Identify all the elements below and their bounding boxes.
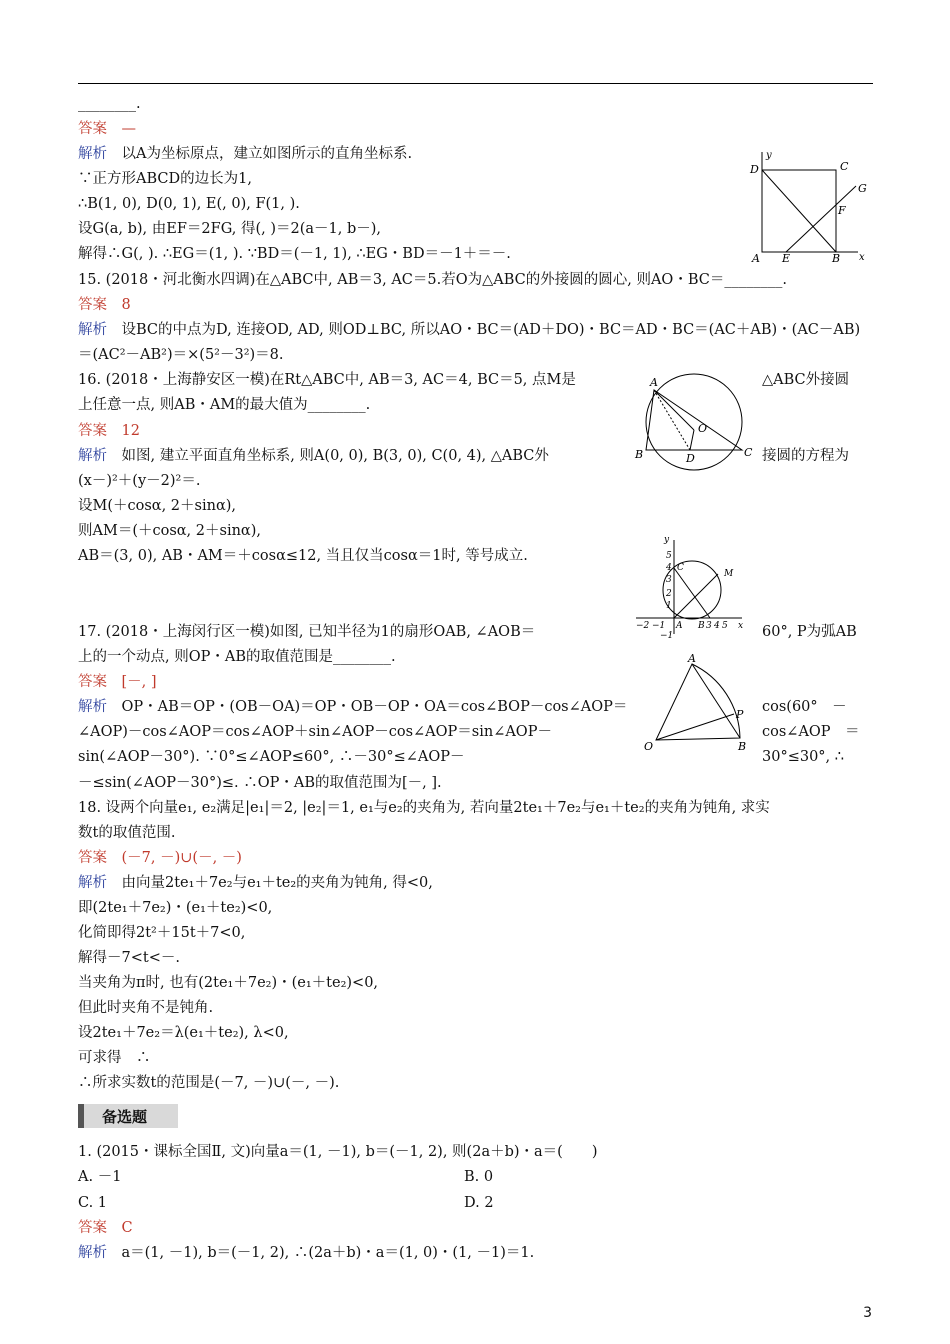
square-figure [738, 148, 868, 263]
text-line: ∠AOP)－cos∠AOP＝cos∠AOP＋sin∠AOP－cos∠AOP＝sin∠AOP－ [78, 724, 552, 740]
fig1-label: D [750, 163, 759, 176]
text-line: 解得－7<t<－. [78, 950, 180, 966]
fig3-label: −2 [636, 621, 650, 631]
fig3-label: 4 [714, 621, 720, 631]
side-text: 30°≤30°, ∴ [762, 749, 844, 765]
analysis-line: 解析 a＝(1, －1), b＝(－1, 2), ∴(2a＋b)・a＝(1, 0)・(1, －1)＝1. [78, 1245, 535, 1261]
text-line: －≤sin(∠AOP－30°)≤. ∴OP・AB的取值范围为[－, ]. [78, 775, 442, 791]
side-text: cos∠AOP ＝ [762, 724, 860, 740]
circumcircle-figure [634, 370, 754, 480]
text-line: 当夹角为π时, 也有(2te₁＋7e₂)・(e₁＋te₂)<0, [78, 975, 379, 991]
question-1: 1. (2015・课标全国Ⅱ, 文)向量a＝(1, －1), b＝(－1, 2), 则(2a＋b)・a＝( ) [78, 1144, 598, 1160]
analysis-line: 解析 如图, 建立平面直角坐标系, 则A(0, 0), B(3, 0), C(0, 4), △ABC外 [78, 448, 549, 464]
text-line: 则AM＝(＋cosα, 2＋sinα), [78, 523, 261, 539]
fig3-label: 4 [666, 563, 672, 573]
text-line: ＝(AC²－AB²)＝×(5²－3²)＝8. [78, 347, 284, 363]
fig1-label: y [766, 150, 772, 161]
fig2-label: D [686, 452, 695, 465]
question-15: 15. (2018・河北衡水四调)在△ABC中, AB＝3, AC＝5.若O为△ABC的外接圆的圆心, 则AO・BC＝________. [78, 272, 787, 288]
analysis-line: 解析 由向量2te₁＋7e₂与e₁＋te₂的夹角为钝角, 得<0, [78, 875, 433, 891]
fig3-label: 3 [706, 621, 712, 631]
text-line: 设G(a, b), 由EF＝2FG, 得(, )＝2(a－1, b－), [78, 221, 382, 237]
fig2-label: A [650, 376, 658, 389]
side-text: 接圆的方程为 [762, 448, 849, 464]
section-title: 备选题 [102, 1108, 148, 1126]
sector-figure [640, 652, 758, 756]
analysis-line: 解析 OP・AB＝OP・(OB－OA)＝OP・OB－OP・OA＝cos∠BOP－cos∠AOP＝ [78, 699, 628, 715]
text-line: ∴所求实数t的范围是(－7, －)∪(－, －). [78, 1075, 340, 1091]
option-d: D. 2 [464, 1195, 494, 1211]
fig4-label: O [644, 740, 654, 753]
analysis-label: 解析 [78, 1245, 107, 1261]
triangle-abc [646, 390, 742, 450]
segment-eg [786, 186, 856, 252]
fig1-label: E [782, 252, 791, 263]
question-17: 17. (2018・上海闵行区一模)如图, 已知半径为1的扇形OAB, ∠AOB＝ [78, 624, 536, 640]
answer-line [78, 119, 136, 139]
answer-line: 答案 [－, ] [78, 674, 157, 690]
analysis-line: 解析 设BC的中点为D, 连接OD, AD, 则OD⊥BC, 所以AO・BC＝(AD＋DO)・BC＝AD・BC＝(AC＋AB)・(AC－AB) [78, 322, 861, 338]
fig3-label: 1 [666, 601, 672, 611]
analysis-label: 解析 [78, 146, 107, 162]
side-text: △ABC外接圆 [762, 372, 850, 388]
header-rule [78, 83, 873, 84]
text-line: sin(∠AOP－30°). ∵0°≤∠AOP≤60°, ∴－30°≤∠AOP－ [78, 749, 465, 765]
question-16: 16. (2018・上海静安区一模)在Rt△ABC中, AB＝3, AC＝4, BC＝5, 点M是 [78, 372, 576, 388]
side-text: 60°, P为弧AB [762, 624, 857, 640]
answer-label: 答案 — [78, 121, 136, 137]
fig4-label: B [738, 740, 747, 753]
fig2-label: C [744, 446, 753, 459]
fig1-label: B [832, 252, 841, 263]
fig4-label: P [736, 708, 744, 721]
fig1-label: C [840, 160, 849, 173]
section-banner [78, 1104, 178, 1128]
analysis-label: 解析 [78, 448, 107, 464]
text-line: 但此时夹角不是钝角. [78, 1000, 214, 1016]
answer-line: 答案 C [78, 1220, 133, 1236]
text-line: 可求得 ∴ [78, 1050, 151, 1066]
segment-cb [674, 568, 710, 618]
fig2-label: O [698, 422, 708, 435]
text-line: 化简即得2t²＋15t＋7<0, [78, 925, 246, 941]
analysis-line: 解析 以A为坐标原点，建立如图所示的直角坐标系. [78, 146, 413, 162]
text-line: ________. [78, 96, 141, 112]
text-line: 数t的取值范围. [78, 825, 176, 841]
option-b: B. 0 [464, 1169, 494, 1185]
segment-ao [654, 390, 694, 430]
analysis-label: 解析 [78, 322, 107, 338]
text-line: 即(2te₁＋7e₂)・(e₁＋te₂)<0, [78, 900, 273, 916]
fig3-label: 3 [666, 575, 672, 585]
text-line: (x－)²＋(y－2)²＝. [78, 473, 201, 489]
fig1-label: A [752, 252, 760, 263]
fig3-label: −1 [652, 621, 666, 631]
text-line: 设M(＋cosα, 2＋sinα), [78, 498, 237, 514]
fig3-label: y [664, 535, 670, 545]
fig1-label: F [838, 204, 846, 217]
option-a: A. －1 [78, 1169, 122, 1185]
fig3-label: C [677, 563, 684, 573]
analysis-label: 解析 [78, 875, 107, 891]
answer-line: 答案 (－7, －)∪(－, －) [78, 850, 242, 866]
text-line: 设2te₁＋7e₂＝λ(e₁＋te₂), λ<0, [78, 1025, 289, 1041]
text-line: AB＝(3, 0), AB・AM＝＋cosα≤12, 当且仅当cosα＝1时, 等号成立. [78, 548, 528, 564]
fig3-label: x [738, 621, 744, 631]
sector-oab [656, 664, 740, 740]
text-line: ∵正方形ABCD的边长为1, [78, 171, 252, 187]
answer-line: 答案 12 [78, 423, 140, 439]
fig3-label: M [724, 569, 734, 579]
text-line: 上的一个动点, 则OP・AB的取值范围是________. [78, 649, 396, 665]
fig3-label: −1 [660, 631, 674, 640]
analysis-label: 解析 [78, 699, 107, 715]
text-line: 解得∴G(, ). ∴EG＝(1, ). ∵BD＝(－1, 1), ∴EG・BD＝－1＋＝－. [78, 246, 511, 262]
segment-ab [692, 664, 740, 738]
page-number: 3 [863, 1305, 872, 1321]
fig3-label: 5 [722, 621, 728, 631]
option-c: C. 1 [78, 1195, 108, 1211]
fig3-label: 5 [666, 551, 672, 561]
coordinate-circle-figure [630, 530, 750, 640]
side-text: cos(60° － [762, 699, 847, 715]
fig2-label: B [635, 448, 644, 461]
fig3-label: 2 [666, 589, 672, 599]
segment-op [656, 714, 734, 740]
fig3-label: B [698, 621, 705, 631]
text-line: 上任意一点, 则AB・AM的最大值为________. [78, 397, 371, 413]
fig1-label: x [859, 252, 865, 263]
fig3-label: A [676, 621, 683, 631]
answer-line: 答案 8 [78, 297, 131, 313]
text-line: ∴B(1, 0), D(0, 1), E(, 0), F(1, ). [78, 196, 300, 212]
question-18: 18. 设两个向量e₁, e₂满足|e₁|＝2, |e₂|＝1, e₁与e₂的夹角为, 若向量2te₁＋7e₂与e₁＋te₂的夹角为钝角, 求实 [78, 800, 770, 816]
segment-od [690, 430, 694, 450]
fig4-label: A [688, 652, 696, 665]
fig1-label: G [858, 182, 867, 195]
